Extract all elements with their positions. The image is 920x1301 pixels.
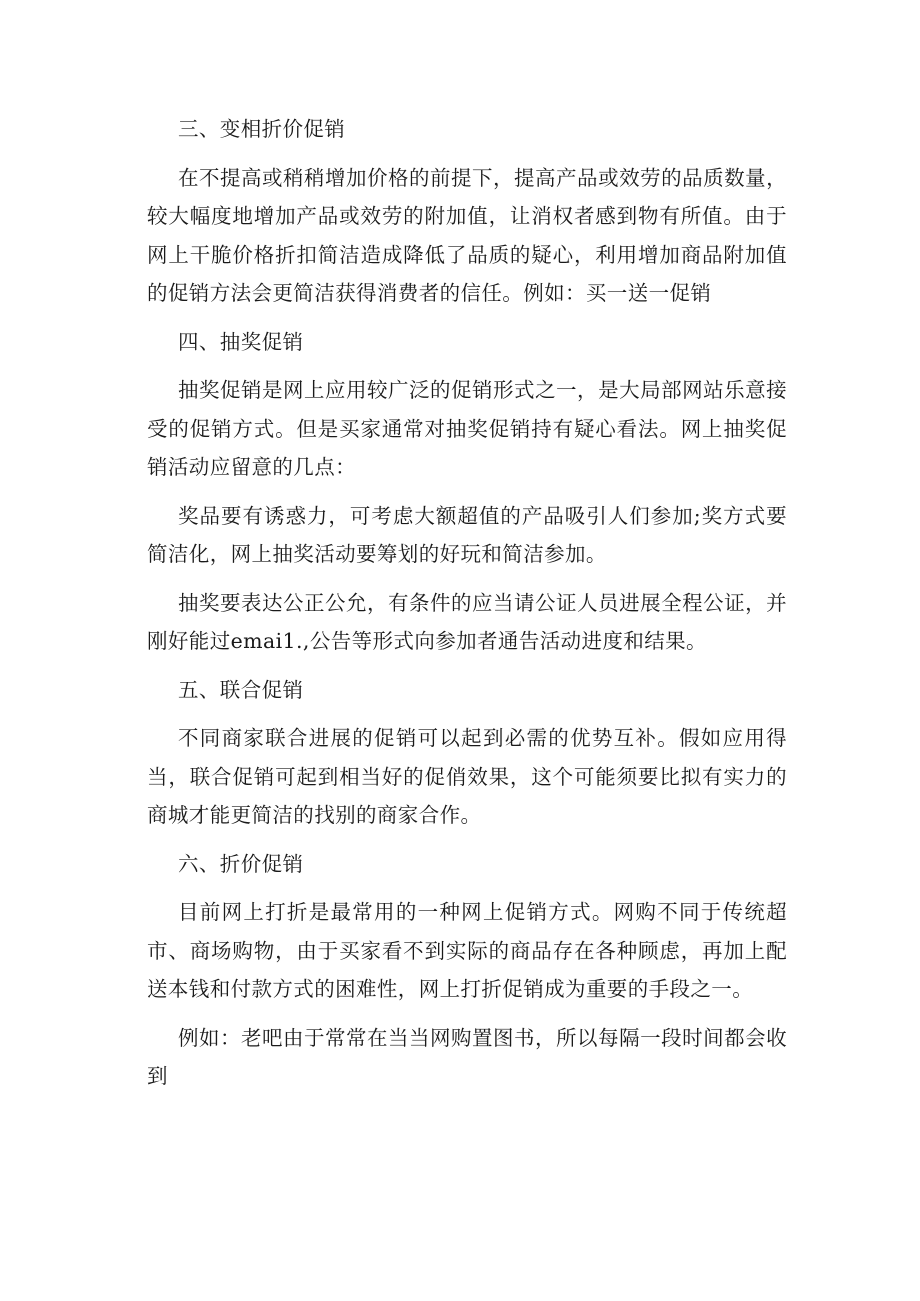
document-body: [147, 110, 787, 1106]
heading-section-6: 六、折价促销: [178, 851, 304, 876]
paragraph-section-4-body: 抽奖促销是网上应用较广泛的促销形式之一，是大局部网站乐意接受的促销方式。但是买家通常对抽奖促销持有疑心看法。网上抽奖促销活动应留意的几点：: [147, 378, 787, 479]
heading-section-5: 五、联合促销: [178, 677, 304, 702]
paragraph-section-5-body: 不同商家联合进展的促销可以起到必需的优势互补。假如应用得当，联合促销可起到相当好的促俏效果，这个可能须要比拟有实力的商城才能更简洁的找别的商家合作。: [147, 726, 787, 827]
heading-section-4: 四、抽奖促销: [178, 329, 304, 354]
paragraph-section-6-body: 目前网上打折是最常用的一种网上促销方式。网购不同于传统超市、商场购物，由于买家看不到实际的商品存在各种顾虑，再加上配送本钱和付款方式的困难性，网上打折促销成为重要的手段之一。: [147, 900, 787, 1001]
paragraph-section-6-example: 例如：老吧由于常常在当当网购置图书，所以每隔一段时间都会收到: [147, 1025, 787, 1088]
paragraph-section-4-fairness: 抽奖要表达公正公允，有条件的应当请公证人员进展全程公证，并刚好能过emai1.,公告等形式向参加者通告活动进度和结果。: [147, 590, 787, 653]
paragraph-section-3-body: 在不提高或稍稍增加价格的前提下，提高产品或效劳的品质数量，较大幅度地增加产品或效劳的附加值，让消权者感到物有所值。由于网上干脆价格折扣简洁造成降低了品质的疑心，利用增加商品附加值的促销方法会更简洁获得消费者的信任。例如：买一送一促销: [147, 165, 787, 305]
heading-section-3: 三、变相折价促销: [178, 117, 346, 141]
paragraph-section-4-prizes: 奖品要有诱惑力，可考虑大额超值的产品吸引人们参加;奖方式要简洁化，网上抽奖活动要筹划的好玩和简洁参加。: [147, 503, 787, 566]
